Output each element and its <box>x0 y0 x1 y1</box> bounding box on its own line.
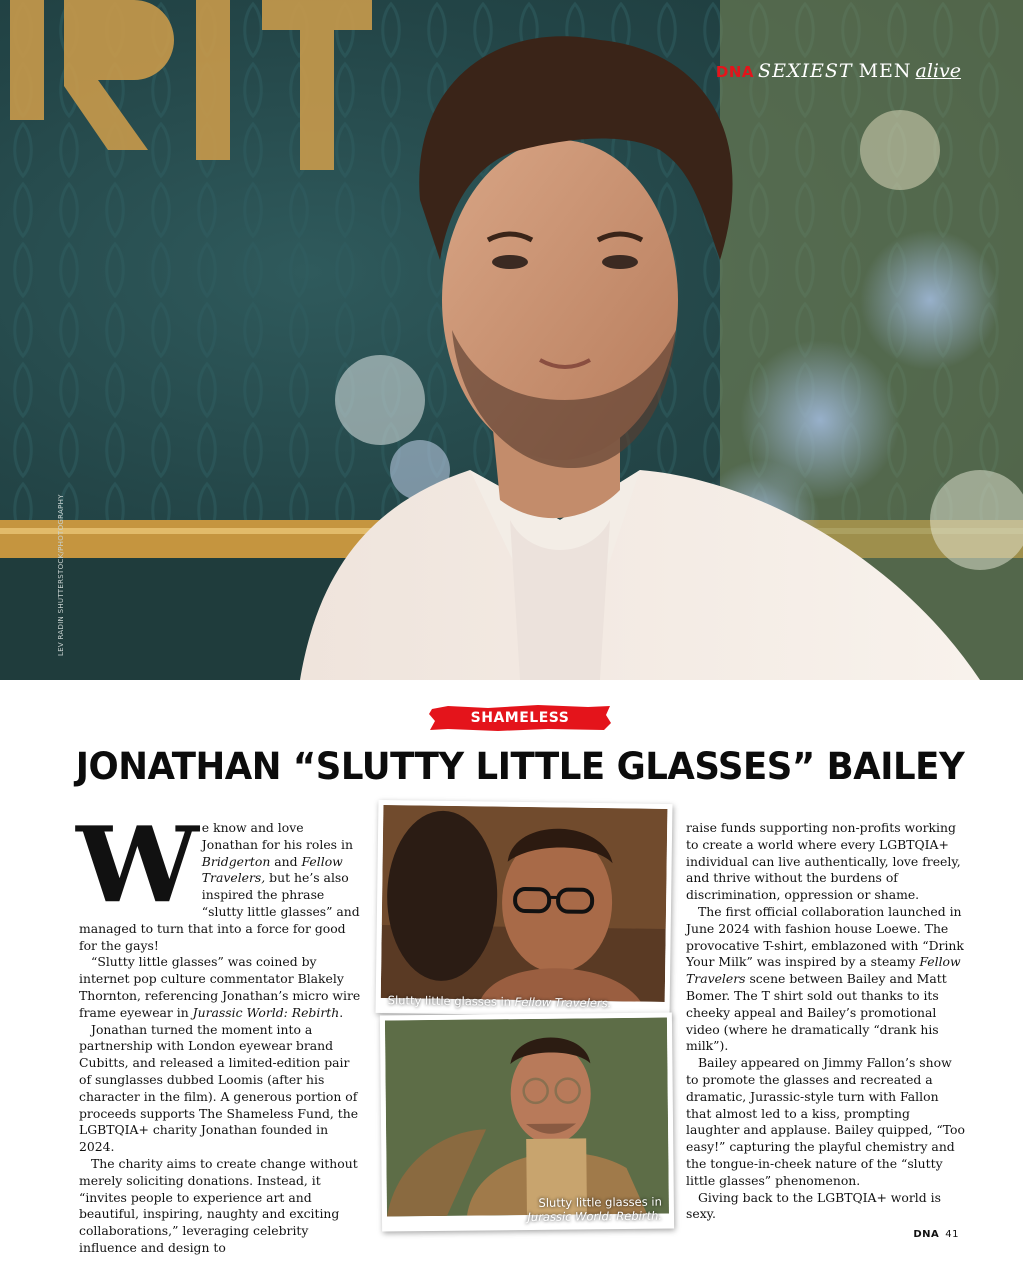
masthead-sexiest: SEXIEST <box>758 60 853 82</box>
article-column-3 <box>686 820 966 1223</box>
inset-image-2 <box>385 1018 669 1217</box>
masthead-alive: alive <box>915 60 961 82</box>
section-tag <box>428 703 612 733</box>
inset-caption-2 <box>527 1195 662 1224</box>
inset-photo-fellow-travelers <box>376 800 673 1017</box>
article-headline: JONATHAN “SLUTTY LITTLE GLASSES” BAILEY <box>75 745 965 788</box>
folio-brand: DNA <box>913 1229 940 1240</box>
inset-caption-1 <box>388 993 612 1010</box>
page-number: 41 <box>945 1229 959 1240</box>
masthead-brand: DNA <box>715 63 755 81</box>
paragraph <box>79 954 361 1021</box>
article-column-1 <box>76 803 361 1257</box>
text: “Slutty little glasses” was coined by internet pop culture commentator Blakely Thornton, referencing Jonathan’s micro wire frame eyewear in <box>79 954 361 1020</box>
caption-italic: Jurassic World: Rebirth. <box>527 1208 663 1224</box>
caption-text: Slutty little glasses in <box>387 993 515 1009</box>
paragraph: The charity aims to create change without merely soliciting donations. Instead, it “invites people to experience art and beautiful, inspiring, naughty and exciting collaborations,” leveraging celebrity influence and design to <box>79 1155 358 1255</box>
masthead-men: MEN <box>858 60 912 82</box>
text-italic: Fellow Travelers <box>686 954 961 987</box>
paragraph <box>686 904 966 1055</box>
caption-italic: Fellow Travelers. <box>514 994 612 1011</box>
text-italic: Jurassic World: Rebirth <box>192 1004 340 1020</box>
text: scene between Bailey and Matt Bomer. The T shirt sold out thanks to its cheeky appeal and Bailey’s promotional video (where he dramatically “drank his milk”). <box>686 971 947 1054</box>
text-italic: Bridgerton <box>201 853 271 869</box>
text-italic: Fellow Travelers, <box>201 853 343 886</box>
inset-image-1 <box>381 805 668 1002</box>
drop-cap: W <box>76 803 199 926</box>
text: The first official collaboration launched in June 2024 with fashion house Loewe. The provocative T-shirt, emblazoned with “Drink Your Milk” was inspired by a steamy <box>686 903 964 970</box>
masthead <box>716 60 961 82</box>
section-tag-label: SHAMELESS <box>470 710 570 726</box>
page-folio <box>913 1229 959 1240</box>
paragraph: Jonathan turned the moment into a partnership with London eyewear brand Cubitts, and released a limited-edition pair of sunglasses dubbed Loomis (after his character in the film). A generous portion of proceeds supports The Shameless Fund, the LGBTQIA+ charity Jonathan founded in 2024. <box>79 1021 359 1155</box>
paragraph: Bailey appeared on Jimmy Fallon’s show to promote the glasses and recreated a dramatic, Jurassic-style turn with Fallon that almost led to a kiss, prompting laughter and applause. Bailey quipped, “Too easy!” capturing the playful chemistry and the tongue-in-cheek nature of the “slutty little glasses” phenomenon. <box>686 1055 965 1188</box>
photo-credit: LEV RADIN SHUTTERSTOCK/PHOTOGRAPHY <box>57 494 65 656</box>
inset-photo-jurassic-world <box>380 1012 674 1231</box>
caption-text: Slutty little glasses in <box>538 1194 662 1210</box>
paragraph: raise funds supporting non-profits working to create a world where every LGBTQIA+ individual can live authentically, love freely, and thrive without the burdens of discrimination, oppression or shame. <box>686 820 961 903</box>
text: but he’s also inspired the phrase “slutty little glasses” and managed to turn that into a force for good for the gays! <box>79 870 360 953</box>
text: and <box>270 853 302 869</box>
paragraph: Giving back to the LGBTQIA+ world is sexy. <box>686 1189 941 1222</box>
text: . <box>339 1004 344 1020</box>
paragraph <box>76 803 361 954</box>
text: e know and love Jonathan for his roles in <box>201 820 353 852</box>
